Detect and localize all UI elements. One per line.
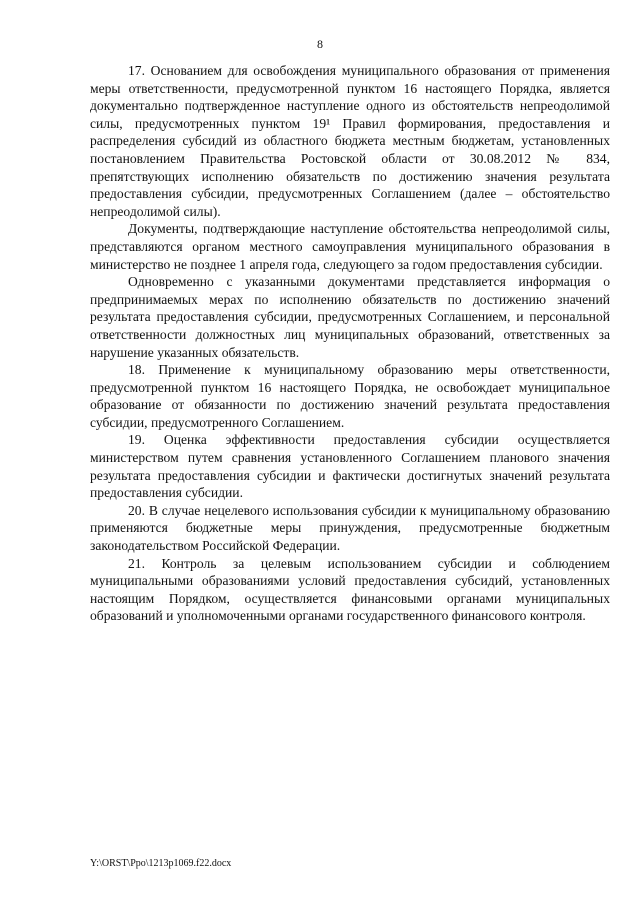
paragraph-17: 17. Основанием для освобождения муниципального образования от применения меры ответственности, предусмотренной пунктом 16 настоящего Порядка, является документально подтвержденное наступление одного из обстоятельств непреодолимой силы, предусмотренных пунктом 19¹ Правил формирования, предоставления и распределения субсидий из областного бюджета местным бюджетам, установленных постановлением Правительства Ростовской области от 30.08.2012 № 834, препятствующих исполнению обязательств по достижению значения результата предоставления субсидии, предусмотренных Соглашением (далее – обстоятельство непреодолимой силы). bbox=[90, 63, 610, 219]
paragraph-18: 18. Применение к муниципальному образованию меры ответственности, предусмотренной пунктом 16 настоящего Порядка, не освобождает муниципальное образование от обязанности по достижению значений результата предоставления субсидии, предусмотренного Соглашением. bbox=[90, 362, 610, 430]
paragraph-19: 19. Оценка эффективности предоставления субсидии осуществляется министерством путем сравнения установленного Соглашением планового значения результата предоставления субсидии и фактически достигнутых значений результата предоставления субсидии. bbox=[90, 432, 610, 501]
paragraph-20: 20. В случае нецелевого использования субсидии к муниципальному образованию применяются бюджетные меры принуждения, предусмотренные бюджетным законодательством Российской Федерации. bbox=[90, 502, 610, 554]
document-body bbox=[90, 62, 610, 625]
paragraph-17-information: Одновременно с указанными документами представляется информация о предпринимаемых мерах по исполнению обязательств по достижению значений результата предоставления субсидии, предусмотренных Соглашением, и персональной ответственности должностных лиц муниципальных образований, ответственных за нарушение указанных обязательств. bbox=[90, 274, 610, 360]
paragraph-21: 21. Контроль за целевым использованием субсидии и соблюдением муниципальными образованиями условий предоставления субсидий, установленных настоящим Порядком, осуществляется финансовыми органами муниципальных образований и уполномоченными органами государственного финансового контроля. bbox=[90, 555, 610, 624]
page-number: 8 bbox=[317, 37, 323, 51]
paragraph-17-documents: Документы, подтверждающие наступление обстоятельства непреодолимой силы, представляются органом местного самоуправления муниципального образования в министерство не позднее 1 апреля года, следующего за годом предоставления субсидии. bbox=[90, 221, 610, 272]
file-path-footer: Y:\ORST\Ppo\1213p1069.f22.docx bbox=[90, 858, 232, 869]
